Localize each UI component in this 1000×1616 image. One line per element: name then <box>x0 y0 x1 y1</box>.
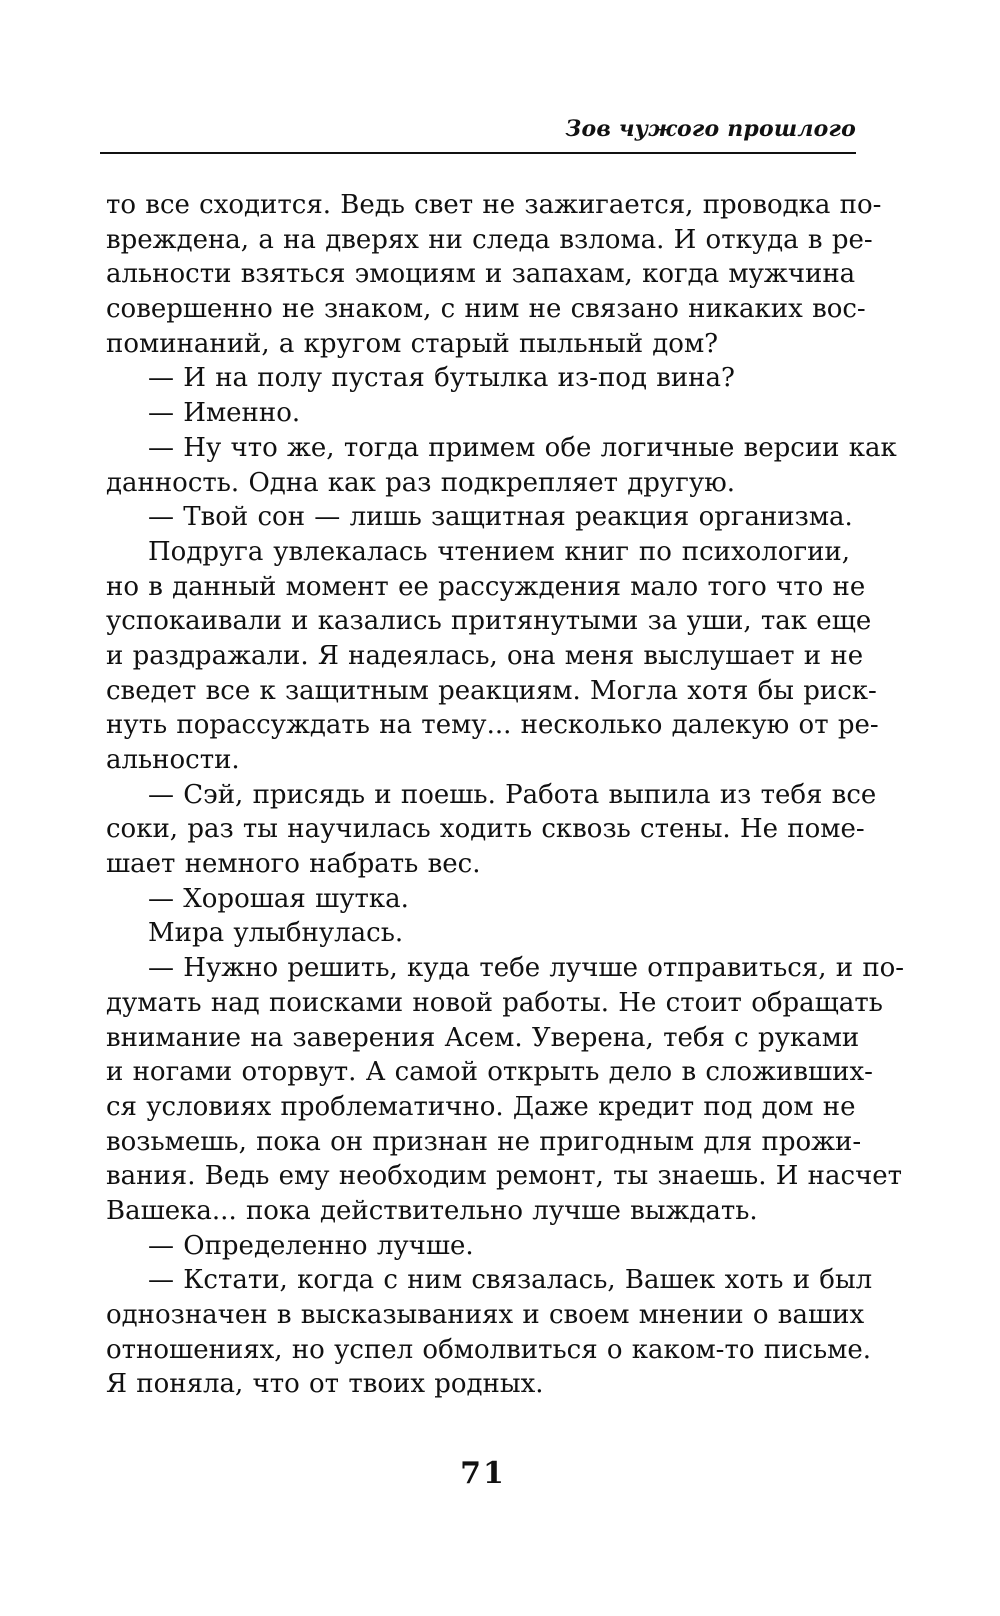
text-line: отношениях, но успел обмолвиться о каком-то письме. <box>106 1334 872 1365</box>
text-line: альности. <box>106 745 240 775</box>
text-line: поминаний, а кругом старый пыльный дом? <box>106 328 719 359</box>
text-line: — Кстати, когда с ним связалась, Вашек хоть и был <box>148 1265 873 1296</box>
text-line: Мира улыбнулась. <box>148 918 404 949</box>
running-head: Зов чужого прошлого <box>565 116 856 142</box>
text-line: — Сэй, присядь и поешь. Работа выпила из тебя все <box>148 779 877 810</box>
text-line: и ногами оторвут. А самой открыть дело в сложивших- <box>106 1057 873 1088</box>
text-line: данность. Одна как раз подкрепляет другую. <box>106 467 736 498</box>
text-line: но в данный момент ее рассуждения мало того что не <box>106 571 866 602</box>
body-text <box>106 188 905 1402</box>
text-line: — Определенно лучше. <box>148 1230 474 1261</box>
text-line: вреждена, а на дверях ни следа взлома. И откуда в ре- <box>106 224 873 255</box>
text-line: внимание на заверения Асем. Уверена, тебя с руками <box>106 1022 860 1053</box>
text-line: возьмешь, пока он признан не пригодным для прожи- <box>106 1126 862 1157</box>
text-line: соки, раз ты научилась ходить сквозь стены. Не поме- <box>106 814 865 845</box>
text-line: — Хорошая шутка. <box>148 883 409 914</box>
text-line: совершенно не знаком, с ним не связано никаких вос- <box>106 294 866 325</box>
text-line: и раздражали. Я надеялась, она меня выслушает и не <box>106 640 864 671</box>
text-line: — Именно. <box>148 398 301 429</box>
text-line: — И на полу пустая бутылка из-под вина? <box>148 363 735 394</box>
text-line: альности взяться эмоциям и запахам, когда мужчина <box>106 259 856 290</box>
text-line: — Ну что же, тогда примем обе логичные версии как <box>148 432 897 463</box>
text-line: — Нужно решить, куда тебе лучше отправиться, и по- <box>148 953 905 984</box>
text-line: успокаивали и казались притянутыми за уши, так еще <box>106 606 872 637</box>
header-rule <box>100 152 856 154</box>
text-line: нуть порассуждать на тему... несколько далекую от ре- <box>106 710 879 741</box>
text-line: думать над поисками новой работы. Не стоит обращать <box>106 987 883 1018</box>
text-line: однозначен в высказываниях и своем мнении о ваших <box>106 1300 865 1330</box>
text-line: ся условиях проблематично. Даже кредит под дом не <box>106 1091 856 1122</box>
text-line: сведет все к защитным реакциям. Могла хотя бы риск- <box>106 675 877 706</box>
text-line: шает немного набрать вес. <box>106 849 481 880</box>
page-number: 71 <box>460 1456 506 1491</box>
text-line: — Твой сон — лишь защитная реакция организма. <box>148 502 853 533</box>
text-line: Я поняла, что от твоих родных. <box>106 1369 544 1400</box>
text-line: то все сходится. Ведь свет не зажигается, проводка по- <box>106 190 882 220</box>
text-line: вания. Ведь ему необходим ремонт, ты знаешь. И насчет <box>106 1161 903 1192</box>
text-line: Вашека... пока действительно лучше выждать. <box>106 1195 758 1226</box>
text-line: Подруга увлекалась чтением книг по психологии, <box>148 536 850 567</box>
